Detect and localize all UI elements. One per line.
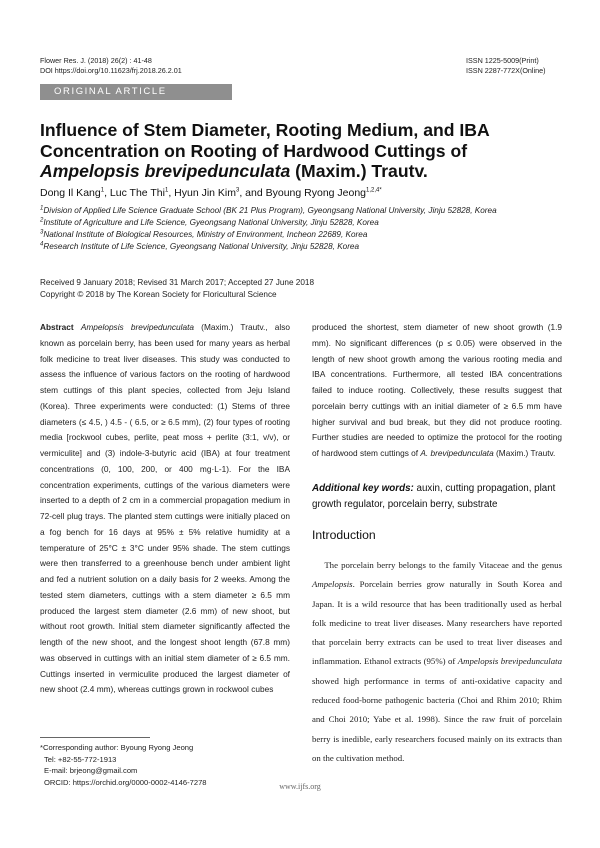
intro-text-c: showed high performance in terms of anti-oxidative capacity and reduced food-borne pathogenic bacteria (Choi and Rhim 2010; Rhim and Choi 2010; Yabe et al. 1998). Since the raw fruit of porcelain berry is inedible, early researchers focused mainly on its extracts than on the cultivation method. — [312, 675, 562, 763]
abstract-text-left: (Maxim.) Trautv., also known as porcelain berry, has been used for many years as herbal folk medicine to treat liver diseases. This study was conducted to assess the influence of various factors on the rooting of hardwood stem cuttings of this plant species, collected from Jeju Island (Korea). Three experiments were conducted: (1) Stems of three diameters (≤ 4.5, ) 4.5 - ( 6.5, or ≥ 6.5 mm), (2) four types of rooting media [rockwool cubes, perlite, peat moss + perlite (3:1, v/v), or vermiculite] and (3) indole-3-butyric acid (IBA) at four treatment concentrations (0, 100, 200, or 400 mg·L-1). For the IBA concentration experiments, cuttings of the various diameters were inserted to a depth of 2 cm in a commercial propagation medium in 72-cell plug trays. The planted stem cuttings were initially placed on a fog bench for 16 days at 95% ± 5% relative humidity at a temperature of 25°C ± 3°C under 95% shade. The stem cuttings were then transferred to a greenhouse bench under ambient light and fed a nutrient solution on a daily basis for 2 weeks. Among the tested stem diameters, cuttings with a stem diameter ≥ 6.5 mm produced the largest stem diameter (2.6 mm) of new shoot, but without root growth. Initial stem diameter significantly affected the length of the new shoot, and the longest shoot length (67.8 mm) was observed in cuttings with an initial stem diameter of ≥ 6.5 mm. Cuttings inserted in vermiculite produced the largest diameter of new shoot (2.4 mm), whereas cuttings grown in rockwool cubes — [40, 322, 290, 695]
article-history — [40, 277, 314, 300]
affiliation-4-text: Research Institute of Life Science, Gyeongsang National University, Jinju 52828, Korea — [43, 242, 360, 251]
footer-url[interactable]: www.ijfs.org — [279, 782, 321, 791]
author-3: , Hyun Jin Kim — [168, 187, 236, 199]
affiliation-1-num: 1 — [40, 205, 44, 212]
affiliation-2-num: 2 — [40, 217, 44, 224]
article-type-tag: ORIGINAL ARTICLE — [40, 84, 232, 100]
introduction-heading: Introduction — [312, 528, 376, 542]
footnote-divider — [40, 737, 150, 738]
intro-text-b: . Porcelain berries grow naturally in South Korea and Japan. It is a wild resource that has been traditionally used as herbal folk medicine to treat liver diseases. Many researchers have reported that porcelain berry extracts can be used to treat liver diseases and inflammation. Ethanol extracts (95%) of — [312, 579, 562, 667]
abstract-text-right: produced the shortest, stem diameter of new shoot growth (1.9 mm). No significant differences (p ≤ 0.05) were observed in the length of new shoot growth among the various rooting media and IBA concentrations. Furthermore, all tested IBA concentrations failed to induce rooting. Collectively, these results suggest that porcelain berry cuttings with an initial diameter of ≥ 6.5 mm have higher survival and bud break, but they did not produce rooting. Further studies are needed to optimize the protocol for the rooting of hardwood stem cuttings of — [312, 322, 562, 458]
title-part2: (Maxim.) Trautv. — [290, 161, 428, 181]
issn-print: ISSN 1225-5009(Print) — [466, 56, 539, 65]
keywords-text: auxin, cutting propagation, plant growth regulator, porcelain berry, substrate — [312, 483, 556, 510]
issn-online: ISSN 2287-772X(Online) — [466, 66, 546, 75]
journal-citation: Flower Res. J. (2018) 26(2) : 41-48 — [40, 56, 152, 65]
abstract-right-species: A. brevipedunculata — [420, 448, 494, 458]
received-dates: Received 9 January 2018; Revised 31 March 2017; Accepted 27 June 2018 — [40, 278, 315, 287]
keywords-label: Additional key words: — [312, 483, 414, 494]
copyright-notice: Copyright © 2018 by The Korean Society for Floricultural Science — [40, 289, 277, 299]
abstract-right-end: (Maxim.) Trautv. — [493, 448, 556, 458]
abstract-species: Ampelopsis brevipedunculata — [80, 322, 195, 332]
affiliation-3-text: National Institute of Biological Resources, Ministry of Environment, Incheon 22689, Korea — [43, 230, 368, 239]
footnote-orcid[interactable]: ORCID: https://orchid.org/0000-0002-4146-7278 — [44, 777, 207, 787]
footnote-email[interactable]: E-mail: brjeong@gmail.com — [44, 766, 138, 775]
affiliations — [40, 205, 570, 253]
introduction-body — [312, 556, 562, 768]
abstract-left-column — [40, 320, 290, 698]
affiliation-3 — [40, 229, 570, 241]
author-2-sup: 1 — [164, 187, 169, 194]
doi-link[interactable]: DOI https://doi.org/10.11623/frj.2018.26.2.01 — [40, 66, 182, 75]
affiliation-4-num: 4 — [40, 241, 44, 248]
footnote-tel: Tel: +82-55-772-1913 — [44, 754, 117, 764]
author-4-sup: 1,2,4* — [366, 187, 382, 194]
abstract-label: Abstract — [40, 322, 74, 332]
author-list — [40, 187, 382, 200]
keywords — [312, 481, 562, 512]
abstract-right-column — [312, 320, 562, 462]
corresponding-author: *Corresponding author: Byoung Ryong Jeong — [40, 743, 194, 752]
author-4: , and Byoung Ryong Jeong — [239, 187, 367, 199]
title-species: Ampelopsis brevipedunculata — [40, 161, 291, 181]
affiliation-4 — [40, 241, 570, 253]
affiliation-1-text: Division of Applied Life Science Graduate School (BK 21 Plus Program), Gyeongsang National University, Jinju 52828, Korea — [43, 206, 497, 215]
title-part1: Influence of Stem Diameter, Rooting Medium, and IBA Concentration on Rooting of Hardwood Cuttings of — [40, 120, 490, 161]
author-1: Dong Il Kang — [40, 187, 101, 199]
intro-species: Ampelopsis brevipedunculata — [457, 656, 562, 667]
author-3-sup: 3 — [236, 187, 240, 194]
affiliation-1 — [40, 205, 570, 217]
affiliation-3-num: 3 — [40, 229, 44, 236]
author-1-sup: 1 — [100, 187, 105, 194]
intro-text-a: The porcelain berry belongs to the family Vitaceae and the genus — [324, 560, 563, 570]
intro-genus: Ampelopsis — [312, 579, 353, 590]
affiliation-2-text: Institute of Agriculture and Life Science, Gyeongsang National University, Jinju 52828, Korea — [43, 218, 379, 227]
paper-title — [40, 120, 570, 182]
author-2: , Luc The Thi — [104, 187, 165, 199]
affiliation-2 — [40, 217, 570, 229]
